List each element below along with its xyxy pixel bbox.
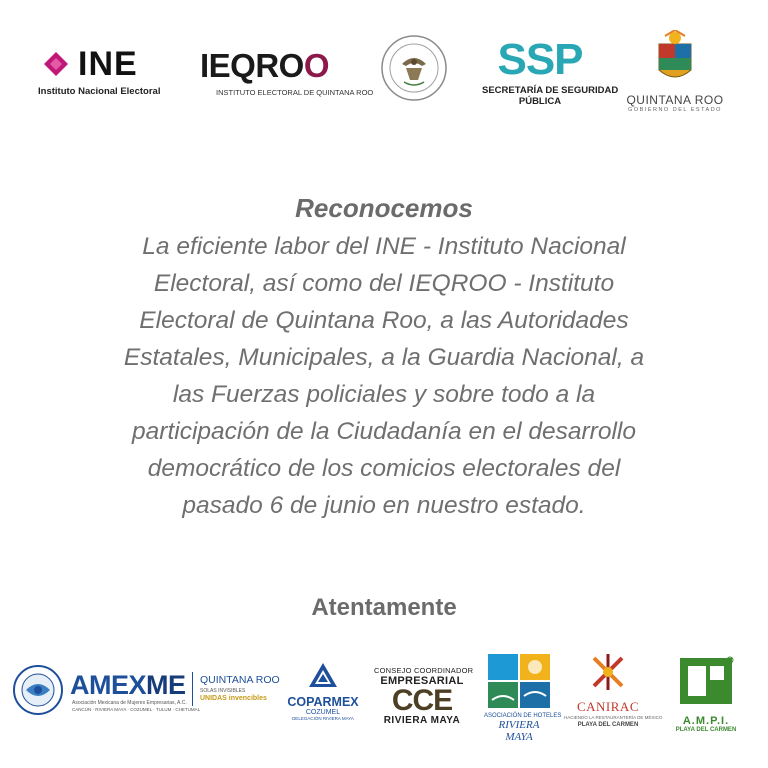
coparmex-name: COPARMEX — [287, 695, 359, 709]
signature: Atentamente — [311, 594, 457, 621]
coparmex-logo — [282, 662, 364, 728]
quintana-roo-name: QUINTANA ROO — [626, 93, 724, 107]
message-heading: Reconocemos — [295, 193, 473, 223]
amexme-subtitle: Asociación Mexicana de Mujeres Empresarias, A.C. — [72, 700, 187, 706]
amexme-divider — [192, 672, 193, 706]
bottom-logo-row — [0, 650, 768, 750]
message-line: participación de la Ciudadanía en el desarrollo — [132, 418, 636, 445]
quintana-roo-shield-icon — [655, 30, 695, 86]
cce-logo — [374, 666, 474, 736]
ine-name: INE — [78, 45, 138, 83]
ine-subtitle: Instituto Nacional Electoral — [38, 86, 161, 97]
ssp-subtitle-line2: PÚBLICA — [518, 96, 562, 107]
ssp-logo — [482, 35, 619, 114]
ieqroo-subtitle: INSTITUTO ELECTORAL DE QUINTANA ROO — [216, 88, 374, 97]
hotel-association-line1: ASOCIACIÓN DE HOTELES — [484, 713, 562, 719]
ssp-subtitle-line1: SECRETARÍA DE SEGURIDAD — [482, 85, 619, 96]
quintana-roo-logo — [622, 30, 728, 116]
ine-logo — [38, 46, 173, 106]
amexme-cities: CANCÚN · RIVIERA MAYA · COZUMEL · TULUM · CHETUMAL — [72, 707, 201, 712]
hotel-association-line2: RIVIERA MAYA — [498, 719, 540, 743]
amexme-name-b: ME — [146, 670, 186, 700]
ampi-building-icon — [676, 656, 736, 706]
cce-line1: CONSEJO COORDINADOR — [374, 666, 474, 675]
fcem-seal-icon — [12, 664, 64, 716]
canirac-city: PLAYA DEL CARMEN — [577, 722, 639, 728]
cce-line2: EMPRESARIAL — [380, 675, 464, 687]
ssp-name: SSP — [497, 35, 583, 84]
hotel-association-mosaic-icon — [488, 654, 550, 708]
ieqroo-name-suffix: O — [303, 47, 330, 84]
amexme-name-a: AMEX — [70, 670, 147, 700]
ieqroo-name-prefix: IEQRO — [200, 47, 304, 84]
ampi-city: PLAYA DEL CARMEN — [675, 727, 737, 733]
top-logo-row — [0, 28, 768, 118]
ieqroo-name — [200, 46, 329, 86]
fcem-logo — [12, 664, 64, 716]
message-line: democrático de los comicios electorales del — [147, 455, 621, 482]
ampi-name: A.M.P.I. — [682, 715, 730, 727]
amexme-logo — [68, 670, 278, 720]
coparmex-delegation: DELEGACIÓN RIVIERA MAYA — [292, 716, 354, 721]
canirac-name: CANIRAC — [576, 699, 639, 714]
ine-diamond-icon — [42, 50, 70, 78]
amexme-region: QUINTANA ROO — [200, 674, 280, 686]
amexme-tagline: SOLAS INVISIBLES — [200, 688, 246, 694]
amexme-slogan: UNIDAS invencibles — [200, 695, 267, 702]
message-line: La eficiente labor del INE - Instituto Nacional — [142, 233, 626, 260]
ampi-logo — [666, 656, 746, 740]
message-line: Electoral de Quintana Roo, a las Autoridades — [139, 307, 629, 334]
message-line: pasado 6 de junio en nuestro estado. — [182, 492, 586, 519]
guardia-nacional-seal-icon — [380, 34, 448, 102]
canirac-subtitle: HACIENDO LA RESTAURANTERÍA DE MÉXICO — [564, 715, 663, 720]
ieqroo-logo — [200, 42, 374, 104]
message-line: Estatales, Municipales, a la Guardia Nacional, a — [123, 344, 645, 371]
canirac-cutlery-icon — [586, 650, 630, 694]
message-line: las Fuerzas policiales y sobre todo a la — [172, 381, 596, 408]
cce-region: RIVIERA MAYA — [383, 715, 461, 726]
quintana-roo-subtitle: GOBIERNO DEL ESTADO — [628, 107, 722, 113]
canirac-logo — [564, 650, 663, 740]
cce-acronym: CCE — [391, 684, 453, 717]
coparmex-city: COZUMEL — [305, 709, 341, 716]
message-line: Electoral, así como del IEQROO - Instituto — [153, 270, 615, 297]
recognition-message — [0, 188, 768, 524]
guardia-nacional-seal — [380, 34, 448, 102]
amexme-name — [70, 670, 186, 700]
hotel-association-logo — [484, 654, 562, 743]
coparmex-triangle-icon — [308, 662, 338, 688]
